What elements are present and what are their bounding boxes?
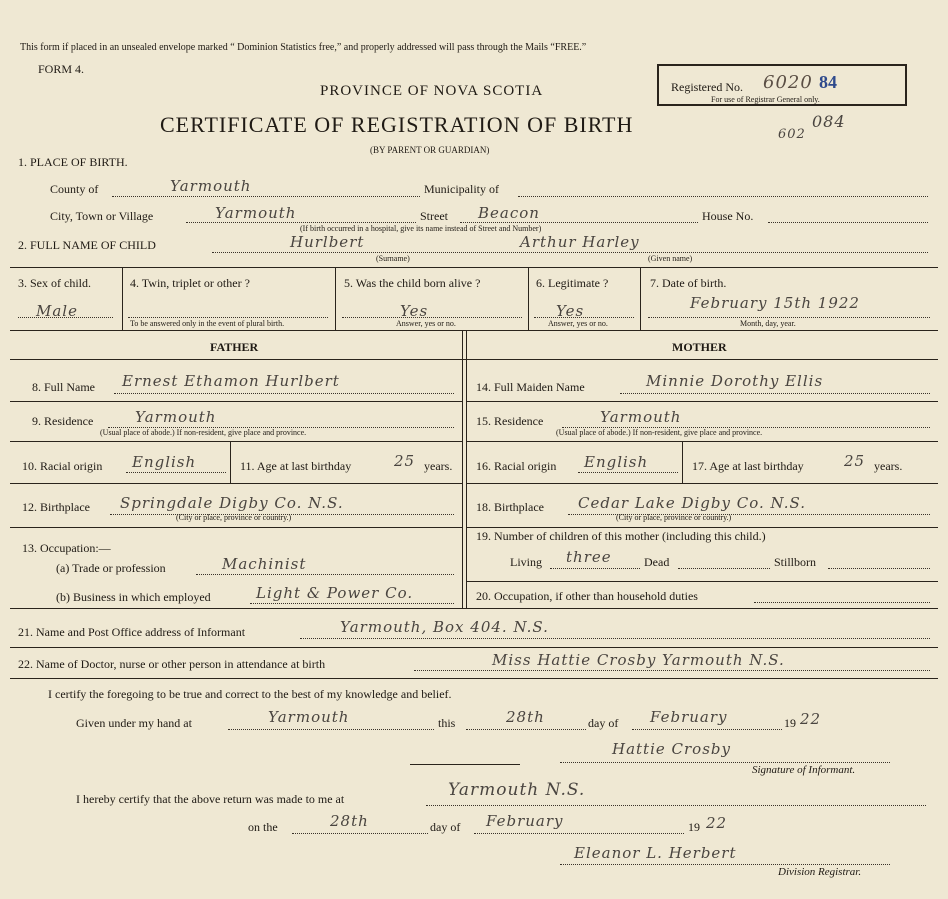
mother-age-value: 25	[844, 452, 866, 470]
father-heading: FATHER	[210, 340, 259, 354]
father-birthplace-label: 12. Birthplace	[22, 500, 90, 514]
mother-name-label: 14. Full Maiden Name	[476, 380, 585, 394]
registered-number-handwritten: 6020	[763, 72, 813, 93]
father-residence-value: Yarmouth	[135, 408, 217, 426]
father-residence-label: 9. Residence	[32, 414, 94, 428]
city-value: Yarmouth	[215, 204, 297, 222]
street-value: Beacon	[478, 204, 540, 222]
father-racial-label: 10. Racial origin	[22, 459, 103, 473]
sex-label: 3. Sex of child.	[18, 276, 91, 290]
registrar-signature: Eleanor L. Herbert	[574, 844, 737, 862]
child-name-label: 2. FULL NAME OF CHILD	[18, 238, 156, 252]
mother-age-label: 17. Age at last birthday	[692, 459, 804, 473]
registered-number-stamped: 84	[819, 72, 837, 92]
day-of-label: day of	[588, 716, 619, 730]
trade-value: Machinist	[222, 555, 307, 573]
birth-date-value: February 15th 1922	[690, 294, 860, 312]
doctor-label: 22. Name of Doctor, nurse or other person in attendance at birth	[18, 657, 326, 671]
mother-birthplace-value: Cedar Lake Digby Co. N.S.	[578, 494, 806, 512]
margin-number-2: 602	[778, 127, 806, 142]
county-value: Yarmouth	[170, 177, 252, 195]
mother-heading: MOTHER	[672, 340, 727, 354]
county-label: County of	[50, 182, 99, 196]
division-registrar-caption: Division Registrar.	[778, 866, 862, 878]
informant-signature: Hattie Crosby	[612, 740, 731, 758]
birth-date-note: Month, day, year.	[740, 319, 796, 328]
mother-occupation-label: 20. Occupation, if other than household duties	[476, 589, 698, 603]
sex-value: Male	[36, 302, 78, 320]
registered-label: Registered No.	[671, 80, 743, 94]
mother-name-value: Minnie Dorothy Ellis	[646, 372, 824, 390]
child-surname: Hurlbert	[290, 233, 365, 251]
province-heading: PROVINCE OF NOVA SCOTIA	[320, 83, 544, 99]
mail-notice: This form if placed in an unsealed envelope marked “ Dominion Statistics free,” and properly addressed will pass through the Mails “FREE.”	[20, 42, 587, 53]
father-racial-value: English	[132, 453, 197, 471]
children-label: 19. Number of children of this mother (including this child.)	[476, 529, 766, 543]
informant-label: 21. Name and Post Office address of Informant	[18, 625, 246, 639]
legitimate-value: Yes	[556, 302, 585, 320]
alive-value: Yes	[400, 302, 429, 320]
mother-birthplace-note: (City or place, province or country.)	[616, 513, 732, 522]
surname-caption: (Surname)	[376, 254, 410, 263]
business-value: Light & Power Co.	[256, 584, 414, 602]
informant-signature-caption: Signature of Informant.	[752, 764, 856, 776]
registrar-year-prefix: 19	[688, 820, 700, 834]
mother-age-unit: years.	[874, 459, 903, 473]
legitimate-note: Answer, yes or no.	[548, 319, 608, 328]
registrar-text: I hereby certify that the above return was made to me at	[76, 792, 345, 806]
occupation-heading: 13. Occupation:—	[22, 541, 111, 555]
legitimate-label: 6. Legitimate ?	[536, 276, 609, 290]
registrar-day-of-label: day of	[430, 820, 461, 834]
business-label: (b) Business in which employed	[56, 590, 211, 604]
dead-label: Dead	[644, 555, 670, 569]
birth-date-label: 7. Date of birth.	[650, 276, 727, 290]
street-label: Street	[420, 209, 448, 223]
alive-label: 5. Was the child born alive ?	[344, 276, 481, 290]
child-given-name: Arthur Harley	[520, 233, 640, 251]
city-label: City, Town or Village	[50, 209, 154, 223]
mother-racial-label: 16. Racial origin	[476, 459, 557, 473]
twin-note: To be answered only in the event of plural birth.	[130, 319, 285, 328]
given-place-value: Yarmouth	[268, 708, 350, 726]
mother-residence-value: Yarmouth	[600, 408, 682, 426]
certify-text: I certify the foregoing to be true and correct to the best of my knowledge and belief.	[48, 687, 452, 701]
house-label: House No.	[702, 209, 754, 223]
form-number: FORM 4.	[38, 62, 85, 76]
registrar-month-value: February	[486, 812, 564, 830]
father-name-label: 8. Full Name	[32, 380, 95, 394]
living-label: Living	[510, 555, 542, 569]
doctor-value: Miss Hattie Crosby Yarmouth N.S.	[492, 651, 785, 669]
father-name-value: Ernest Ethamon Hurlbert	[122, 372, 340, 390]
trade-label: (a) Trade or profession	[56, 561, 166, 575]
informant-value: Yarmouth, Box 404. N.S.	[340, 618, 549, 636]
given-day-value: 28th	[506, 708, 545, 726]
hospital-note: (If birth occurred in a hospital, give its name instead of Street and Number)	[300, 224, 542, 233]
margin-number: 084	[812, 112, 846, 131]
page-subtitle: (BY PARENT OR GUARDIAN)	[370, 145, 490, 155]
registrar-day-value: 28th	[330, 812, 369, 830]
father-age-unit: years.	[424, 459, 453, 473]
twin-label: 4. Twin, triplet or other ?	[130, 276, 250, 290]
father-birthplace-note: (City or place, province or country.)	[176, 513, 292, 522]
mother-racial-value: English	[584, 453, 649, 471]
this-label: this	[438, 716, 456, 730]
registration-box	[657, 64, 907, 106]
mother-residence-note: (Usual place of abode.) If non-resident, give place and province.	[556, 428, 763, 437]
father-birthplace-value: Springdale Digby Co. N.S.	[120, 494, 344, 512]
father-age-value: 25	[394, 452, 416, 470]
municipality-label: Municipality of	[424, 182, 499, 196]
given-caption: (Given name)	[648, 254, 693, 263]
given-year-value: 22	[800, 710, 822, 728]
on-the-label: on the	[248, 820, 278, 834]
living-value: three	[566, 548, 612, 566]
father-residence-note: (Usual place of abode.) If non-resident, give place and province.	[100, 428, 307, 437]
page-title: CERTIFICATE OF REGISTRATION OF BIRTH	[160, 112, 634, 137]
mother-birthplace-label: 18. Birthplace	[476, 500, 544, 514]
given-under-label: Given under my hand at	[76, 716, 192, 730]
mother-residence-label: 15. Residence	[476, 414, 544, 428]
stillborn-label: Stillborn	[774, 555, 817, 569]
father-age-label: 11. Age at last birthday	[240, 459, 352, 473]
registrar-note: For use of Registrar General only.	[711, 95, 820, 104]
given-month-value: February	[650, 708, 728, 726]
given-year-prefix: 19	[784, 716, 796, 730]
registrar-year-value: 22	[706, 814, 728, 832]
alive-note: Answer, yes or no.	[396, 319, 456, 328]
registrar-place-value: Yarmouth N.S.	[448, 780, 586, 800]
place-heading: 1. PLACE OF BIRTH.	[18, 155, 128, 169]
